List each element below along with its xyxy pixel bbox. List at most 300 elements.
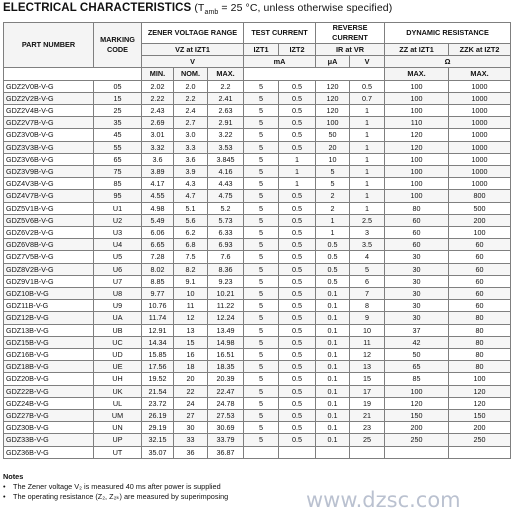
table-cell: 110 xyxy=(385,117,449,129)
table-cell: 0.5 xyxy=(279,117,316,129)
table-cell: GDZ13B-V-G xyxy=(4,324,94,336)
table-cell: UM xyxy=(94,410,142,422)
table-cell: 0.5 xyxy=(316,275,350,287)
table-cell: 0.5 xyxy=(279,300,316,312)
table-cell: 60 xyxy=(449,288,511,300)
table-cell: 7.6 xyxy=(208,251,244,263)
table-cell: UD xyxy=(94,349,142,361)
table-cell: 60 xyxy=(449,263,511,275)
table-cell: UA xyxy=(94,312,142,324)
table-cell: GDZ36B-V-G xyxy=(4,446,94,458)
table-cell: 1 xyxy=(350,117,385,129)
table-cell: 250 xyxy=(449,434,511,446)
table-cell: 5 xyxy=(244,275,279,287)
table-cell: 5 xyxy=(244,214,279,226)
table-cell: 0.5 xyxy=(279,263,316,275)
electrical-characteristics-table xyxy=(3,22,511,459)
table-cell: 1 xyxy=(279,165,316,177)
table-cell: 17.56 xyxy=(142,361,174,373)
table-cell: 5 xyxy=(244,263,279,275)
table-row xyxy=(4,178,511,190)
table-cell: 3.6 xyxy=(142,153,174,165)
table-cell: 4.16 xyxy=(208,165,244,177)
table-row xyxy=(4,214,511,226)
table-cell: 3.32 xyxy=(142,141,174,153)
table-cell: 100 xyxy=(385,104,449,116)
table-cell: 120 xyxy=(316,104,350,116)
table-cell: 36 xyxy=(174,446,208,458)
header-test-current: TEST CURRENT xyxy=(244,23,316,44)
table-cell: GDZ11B-V-G xyxy=(4,300,94,312)
table-cell: 5 xyxy=(350,263,385,275)
header-izt2: IZT2 xyxy=(279,44,316,56)
table-cell: 2.5 xyxy=(350,214,385,226)
table-cell: 2.63 xyxy=(208,104,244,116)
table-cell: 80 xyxy=(449,312,511,324)
header-dynamic-resistance: DYNAMIC RESISTANCE xyxy=(385,23,511,44)
table-cell: 0.1 xyxy=(316,373,350,385)
table-cell: 14.34 xyxy=(142,336,174,348)
table-row xyxy=(4,263,511,275)
table-cell: 0.1 xyxy=(316,397,350,409)
table-cell: 5.1 xyxy=(174,202,208,214)
table-body xyxy=(4,80,511,458)
table-row xyxy=(4,165,511,177)
notes-heading: Notes xyxy=(3,472,24,481)
table-cell: GDZ12B-V-G xyxy=(4,312,94,324)
table-cell: 25 xyxy=(94,104,142,116)
table-cell: 1000 xyxy=(449,92,511,104)
table-cell: 1 xyxy=(350,141,385,153)
table-cell: U1 xyxy=(94,202,142,214)
table-cell: 50 xyxy=(385,349,449,361)
table-cell: U6 xyxy=(94,263,142,275)
table-row xyxy=(4,227,511,239)
table-cell: 120 xyxy=(385,397,449,409)
table-cell: 100 xyxy=(449,373,511,385)
table-cell: 9 xyxy=(350,312,385,324)
table-cell: GDZ6V8B-V-G xyxy=(4,239,94,251)
table-cell: 1 xyxy=(350,129,385,141)
table-cell: 5 xyxy=(244,153,279,165)
table-cell: 6.2 xyxy=(174,227,208,239)
table-cell: 33 xyxy=(174,434,208,446)
table-cell: 8.85 xyxy=(142,275,174,287)
table-cell: 0.5 xyxy=(279,92,316,104)
table-cell: 8 xyxy=(350,300,385,312)
table-row xyxy=(4,251,511,263)
table-cell: 0.1 xyxy=(316,410,350,422)
table-cell: 1000 xyxy=(449,165,511,177)
header-spacer xyxy=(4,68,142,80)
table-cell: 0.5 xyxy=(279,80,316,92)
table-cell: 6.06 xyxy=(142,227,174,239)
table-cell: 12.24 xyxy=(208,312,244,324)
table-cell: 120 xyxy=(449,385,511,397)
table-cell: 5 xyxy=(244,178,279,190)
table-cell: 15 xyxy=(174,336,208,348)
table-cell: 1000 xyxy=(449,104,511,116)
table-cell: GDZ27B-V-G xyxy=(4,410,94,422)
table-cell: 1000 xyxy=(449,117,511,129)
table-cell: 30 xyxy=(174,422,208,434)
table-row xyxy=(4,104,511,116)
table-cell: 5 xyxy=(244,104,279,116)
table-cell: 6.93 xyxy=(208,239,244,251)
table-cell: 0.5 xyxy=(279,190,316,202)
table-cell: 60 xyxy=(385,227,449,239)
header-zener-voltage-range: ZENER VOLTAGE RANGE xyxy=(142,23,244,44)
table-cell: 33.79 xyxy=(208,434,244,446)
table-cell: 5 xyxy=(244,165,279,177)
table-cell: GDZ7V5B-V-G xyxy=(4,251,94,263)
table-cell: 20 xyxy=(316,141,350,153)
table-cell: 80 xyxy=(449,361,511,373)
table-row xyxy=(4,239,511,251)
table-cell: 3.89 xyxy=(142,165,174,177)
table-cell: 5 xyxy=(244,361,279,373)
table-cell: GDZ2V2B-V-G xyxy=(4,92,94,104)
table-row xyxy=(4,385,511,397)
table-cell: 8.2 xyxy=(174,263,208,275)
table-cell: 7.28 xyxy=(142,251,174,263)
table-cell: 60 xyxy=(449,239,511,251)
table-cell: 30 xyxy=(385,300,449,312)
table-cell: 3 xyxy=(350,227,385,239)
table-row xyxy=(4,141,511,153)
table-cell: 3.845 xyxy=(208,153,244,165)
table-cell: 42 xyxy=(385,336,449,348)
table-cell: 5 xyxy=(244,336,279,348)
table-cell: GDZ4V7B-V-G xyxy=(4,190,94,202)
table-cell: 0.5 xyxy=(279,422,316,434)
table-cell: 45 xyxy=(94,129,142,141)
table-cell: 0.5 xyxy=(279,373,316,385)
table-cell: 0.5 xyxy=(279,141,316,153)
table-cell: 5 xyxy=(316,178,350,190)
table-cell: 17 xyxy=(350,385,385,397)
table-cell: 13.49 xyxy=(208,324,244,336)
table-cell: UP xyxy=(94,434,142,446)
table-cell: 5 xyxy=(244,397,279,409)
table-cell: 100 xyxy=(385,190,449,202)
table-cell: 0.5 xyxy=(279,312,316,324)
title-conditions: ($T_{amb} = 25$ °C, unless otherwise specified) xyxy=(191,2,393,17)
table-cell: 1 xyxy=(279,178,316,190)
table-cell: 27 xyxy=(174,410,208,422)
table-cell: 60 xyxy=(449,251,511,263)
table-cell: 10 xyxy=(350,324,385,336)
table-cell: 5.2 xyxy=(208,202,244,214)
table-cell: 2.4 xyxy=(174,104,208,116)
table-cell: 16.51 xyxy=(208,349,244,361)
table-cell: 1000 xyxy=(449,178,511,190)
table-cell: GDZ33B-V-G xyxy=(4,434,94,446)
table-cell: GDZ4V3B-V-G xyxy=(4,178,94,190)
table-cell: 4.43 xyxy=(208,178,244,190)
table-cell: 21.54 xyxy=(142,385,174,397)
table-cell: 5 xyxy=(244,80,279,92)
table-cell: 4.75 xyxy=(208,190,244,202)
table-cell: 3.3 xyxy=(174,141,208,153)
table-cell: 0.1 xyxy=(316,312,350,324)
table-row xyxy=(4,397,511,409)
table-row xyxy=(4,434,511,446)
table-cell: U8 xyxy=(94,288,142,300)
table-cell: 1 xyxy=(350,190,385,202)
table-cell: U5 xyxy=(94,251,142,263)
table-cell: GDZ18B-V-G xyxy=(4,361,94,373)
table-cell: 2.2 xyxy=(174,92,208,104)
table-cell: 55 xyxy=(94,141,142,153)
table-cell: 4 xyxy=(350,251,385,263)
table-cell: 2.41 xyxy=(208,92,244,104)
table-cell: 0.5 xyxy=(279,385,316,397)
table-cell: 0.5 xyxy=(279,104,316,116)
table-cell: GDZ2V4B-V-G xyxy=(4,104,94,116)
table-cell: 0.1 xyxy=(316,385,350,397)
table-cell: GDZ8V2B-V-G xyxy=(4,263,94,275)
table-cell: 120 xyxy=(449,397,511,409)
table-cell: 5.73 xyxy=(208,214,244,226)
table-cell: 12 xyxy=(350,349,385,361)
table-cell: 1 xyxy=(350,178,385,190)
table-cell: GDZ9V1B-V-G xyxy=(4,275,94,287)
table-cell xyxy=(449,446,511,458)
table-cell: 5 xyxy=(244,324,279,336)
table-cell: 30 xyxy=(385,263,449,275)
table-row xyxy=(4,300,511,312)
unit-ohms: Ω xyxy=(385,56,511,68)
table-cell: 65 xyxy=(94,153,142,165)
table-cell: 65 xyxy=(385,361,449,373)
table-cell: 29.19 xyxy=(142,422,174,434)
table-cell: 6.8 xyxy=(174,239,208,251)
table-cell: GDZ22B-V-G xyxy=(4,385,94,397)
table-cell: 10.21 xyxy=(208,288,244,300)
table-cell: UE xyxy=(94,361,142,373)
table-row xyxy=(4,275,511,287)
table-cell: 100 xyxy=(385,92,449,104)
table-cell: 2.22 xyxy=(142,92,174,104)
table-cell: 75 xyxy=(94,165,142,177)
table-cell: 100 xyxy=(385,165,449,177)
table-cell: 3.5 xyxy=(350,239,385,251)
table-cell: 21 xyxy=(350,410,385,422)
table-cell: 14.98 xyxy=(208,336,244,348)
table-cell: 3.9 xyxy=(174,165,208,177)
table-cell: 2.43 xyxy=(142,104,174,116)
table-cell: 1000 xyxy=(449,141,511,153)
table-cell: 0.5 xyxy=(316,263,350,275)
table-cell: GDZ3V0B-V-G xyxy=(4,129,94,141)
table-cell: 05 xyxy=(94,80,142,92)
table-cell: 0.1 xyxy=(316,300,350,312)
header-vz-at-izt: VZ at IZT1 xyxy=(142,44,244,56)
table-cell: 5 xyxy=(316,165,350,177)
table-cell: 18 xyxy=(174,361,208,373)
table-cell: 24 xyxy=(174,397,208,409)
table-cell: 95 xyxy=(94,190,142,202)
table-cell: 0.5 xyxy=(279,239,316,251)
table-cell: 3.01 xyxy=(142,129,174,141)
table-cell: GDZ24B-V-G xyxy=(4,397,94,409)
unit-microamps: μA xyxy=(316,56,350,68)
table-row xyxy=(4,336,511,348)
table-cell: 2 xyxy=(316,190,350,202)
table-row xyxy=(4,92,511,104)
note-item: • The Zener voltage V₂ is measured 40 ms after power is supplied xyxy=(3,482,510,492)
table-cell: 9.77 xyxy=(142,288,174,300)
table-row xyxy=(4,361,511,373)
table-cell: 2.7 xyxy=(174,117,208,129)
table-cell: 5 xyxy=(244,300,279,312)
table-cell: 13 xyxy=(174,324,208,336)
table-cell: 4.98 xyxy=(142,202,174,214)
table-cell: 8.36 xyxy=(208,263,244,275)
table-row xyxy=(4,324,511,336)
table-cell: GDZ3V9B-V-G xyxy=(4,165,94,177)
header-spacer-2 xyxy=(244,68,385,80)
table-cell: 5 xyxy=(244,251,279,263)
table-cell: 100 xyxy=(385,80,449,92)
table-row xyxy=(4,129,511,141)
table-row xyxy=(4,349,511,361)
table-cell: 1000 xyxy=(449,80,511,92)
table-cell xyxy=(350,446,385,458)
table-row xyxy=(4,446,511,458)
table-cell: 20 xyxy=(174,373,208,385)
table-cell: 80 xyxy=(449,324,511,336)
table-cell: 60 xyxy=(449,300,511,312)
table-cell: 120 xyxy=(385,141,449,153)
table-cell: U4 xyxy=(94,239,142,251)
table-cell: 0.5 xyxy=(279,397,316,409)
table-cell xyxy=(244,446,279,458)
table-cell: 2.2 xyxy=(208,80,244,92)
table-cell xyxy=(385,446,449,458)
header-marking-code: MARKING CODE xyxy=(94,23,142,68)
table-cell: 19 xyxy=(350,397,385,409)
table-cell: 250 xyxy=(385,434,449,446)
table-cell: 20.39 xyxy=(208,373,244,385)
table-cell: UC xyxy=(94,336,142,348)
table-cell: GDZ3V3B-V-G xyxy=(4,141,94,153)
table-cell: 15 xyxy=(94,92,142,104)
table-cell: 10 xyxy=(174,288,208,300)
table-cell: GDZ30B-V-G xyxy=(4,422,94,434)
table-cell: 0.5 xyxy=(316,239,350,251)
table-cell: 1000 xyxy=(449,129,511,141)
table-cell: 26.19 xyxy=(142,410,174,422)
table-cell: 500 xyxy=(449,202,511,214)
table-cell: 0.5 xyxy=(350,80,385,92)
table-cell: 200 xyxy=(449,214,511,226)
table-cell: 3.53 xyxy=(208,141,244,153)
table-cell: 85 xyxy=(94,178,142,190)
table-cell: 0.7 xyxy=(350,92,385,104)
table-cell: 1 xyxy=(350,104,385,116)
table-cell: 0.1 xyxy=(316,324,350,336)
table-cell: 85 xyxy=(385,373,449,385)
table-cell: 80 xyxy=(449,336,511,348)
table-cell: 23 xyxy=(350,422,385,434)
table-cell: 1 xyxy=(316,227,350,239)
table-cell: 4.7 xyxy=(174,190,208,202)
table-cell: 1 xyxy=(350,165,385,177)
table-cell: 11 xyxy=(350,336,385,348)
table-cell: 200 xyxy=(385,422,449,434)
table-cell: 100 xyxy=(449,227,511,239)
table-cell: U2 xyxy=(94,214,142,226)
table-cell: 100 xyxy=(385,385,449,397)
table-cell: 12.91 xyxy=(142,324,174,336)
table-cell: UL xyxy=(94,397,142,409)
header-max-zzk: MAX. xyxy=(449,68,511,80)
table-cell: GDZ10B-V-G xyxy=(4,288,94,300)
table-row xyxy=(4,153,511,165)
table-cell: 2 xyxy=(316,202,350,214)
table-cell: GDZ5V6B-V-G xyxy=(4,214,94,226)
table-cell: 5 xyxy=(244,190,279,202)
table-cell: GDZ6V2B-V-G xyxy=(4,227,94,239)
table-cell: 5 xyxy=(244,92,279,104)
table-cell: GDZ15B-V-G xyxy=(4,336,94,348)
table-cell: 5.49 xyxy=(142,214,174,226)
table-cell: 5 xyxy=(244,202,279,214)
table-cell: UB xyxy=(94,324,142,336)
table-cell: 35 xyxy=(94,117,142,129)
header-reverse-current: REVERSE CURRENT xyxy=(316,23,385,44)
table-cell xyxy=(279,446,316,458)
table-row xyxy=(4,190,511,202)
table-cell: 30 xyxy=(385,288,449,300)
table-cell: 27.53 xyxy=(208,410,244,422)
table-cell: 0.1 xyxy=(316,434,350,446)
table-cell: 25 xyxy=(350,434,385,446)
table-cell: 5 xyxy=(244,288,279,300)
table-cell: 1 xyxy=(316,214,350,226)
table-cell: 6.65 xyxy=(142,239,174,251)
table-cell: UT xyxy=(94,446,142,458)
table-cell: 18.35 xyxy=(208,361,244,373)
table-cell: UK xyxy=(94,385,142,397)
table-cell: 22.47 xyxy=(208,385,244,397)
table-cell: 3.0 xyxy=(174,129,208,141)
table-cell: 0.1 xyxy=(316,422,350,434)
header-izt1: IZT1 xyxy=(244,44,279,56)
table-cell: 30 xyxy=(385,312,449,324)
table-cell: 0.5 xyxy=(279,129,316,141)
table-row xyxy=(4,373,511,385)
header-nom: NOM. xyxy=(174,68,208,80)
table-cell: 1 xyxy=(350,153,385,165)
table-cell: 10.76 xyxy=(142,300,174,312)
table-cell: GDZ2V0B-V-G xyxy=(4,80,94,92)
table-cell: 23.72 xyxy=(142,397,174,409)
table-cell: 36.87 xyxy=(208,446,244,458)
table-cell: 6 xyxy=(350,275,385,287)
table-cell: 100 xyxy=(385,178,449,190)
header-ir-at-vr: IR at VR xyxy=(316,44,385,56)
table-cell: 800 xyxy=(449,190,511,202)
table-cell: 13 xyxy=(350,361,385,373)
table-cell: U3 xyxy=(94,227,142,239)
table-cell: 5 xyxy=(244,434,279,446)
table-cell: 35.07 xyxy=(142,446,174,458)
table-cell: GDZ5V1B-V-G xyxy=(4,202,94,214)
table-cell: 12 xyxy=(174,312,208,324)
